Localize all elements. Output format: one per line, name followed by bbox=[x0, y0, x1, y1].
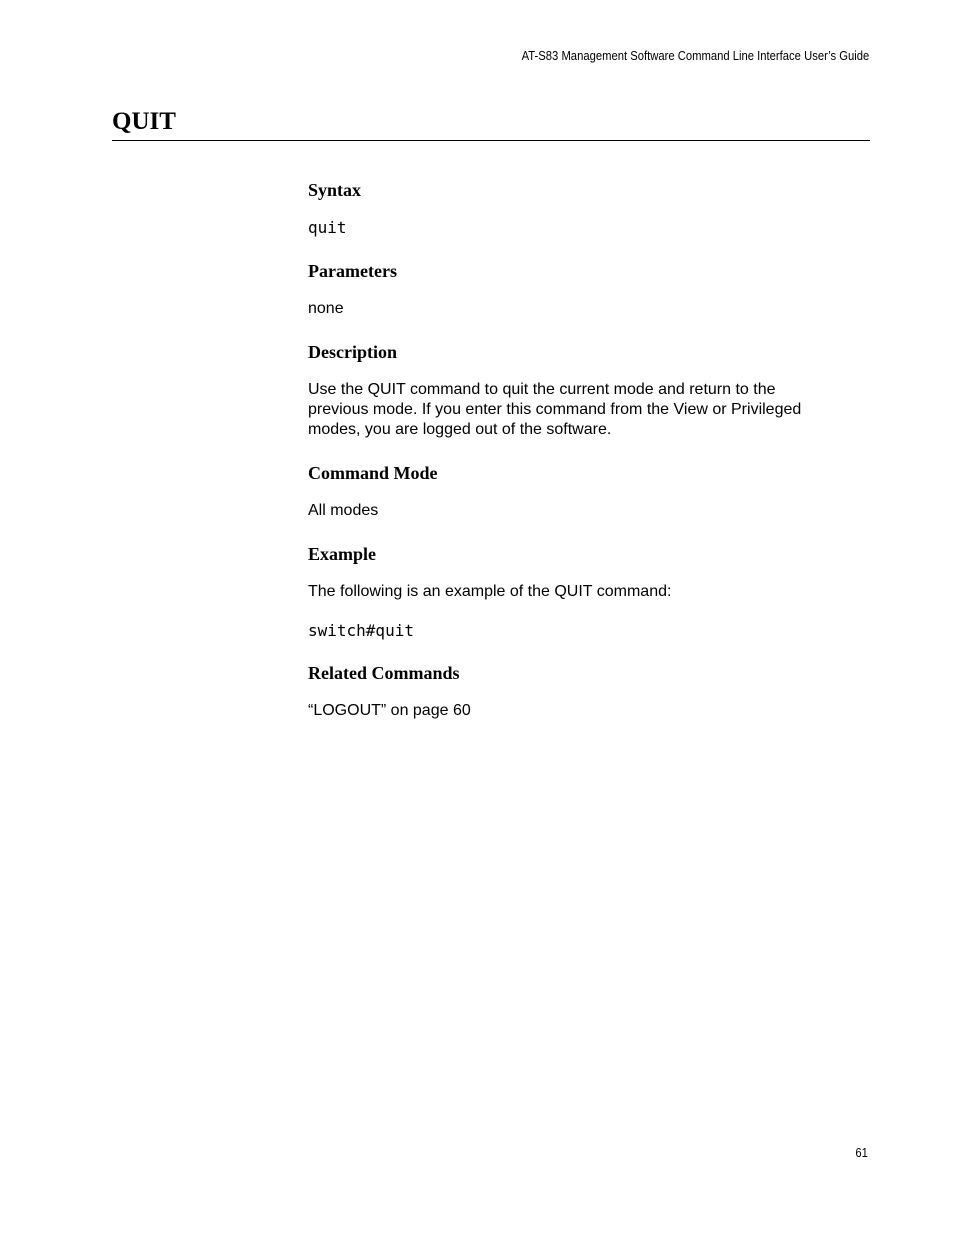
syntax-code: quit bbox=[308, 218, 347, 237]
command-mode-text: All modes bbox=[308, 502, 379, 519]
running-header: AT-S83 Management Software Command Line Interface User’s Guide bbox=[521, 49, 869, 63]
description-line: previous mode. If you enter this command from the View or Privileged bbox=[308, 401, 802, 418]
description-line: Use the QUIT command to quit the current mode and return to the bbox=[308, 381, 776, 398]
command-mode-heading: Command Mode bbox=[308, 463, 438, 483]
example-heading: Example bbox=[308, 544, 377, 564]
description-text bbox=[308, 380, 853, 440]
syntax-heading: Syntax bbox=[308, 180, 362, 200]
related-command-link[interactable]: “LOGOUT” on page 60 bbox=[308, 702, 471, 719]
page-title: QUIT bbox=[112, 108, 176, 135]
description-heading: Description bbox=[308, 342, 397, 362]
description-line: modes, you are logged out of the software. bbox=[308, 421, 612, 438]
page-number: 61 bbox=[855, 1146, 868, 1160]
related-commands-heading: Related Commands bbox=[308, 663, 460, 683]
example-text: The following is an example of the QUIT command: bbox=[308, 583, 672, 600]
example-code: switch#quit bbox=[308, 621, 414, 640]
parameters-heading: Parameters bbox=[308, 261, 397, 281]
title-divider bbox=[112, 140, 870, 141]
parameters-text: none bbox=[308, 300, 344, 317]
